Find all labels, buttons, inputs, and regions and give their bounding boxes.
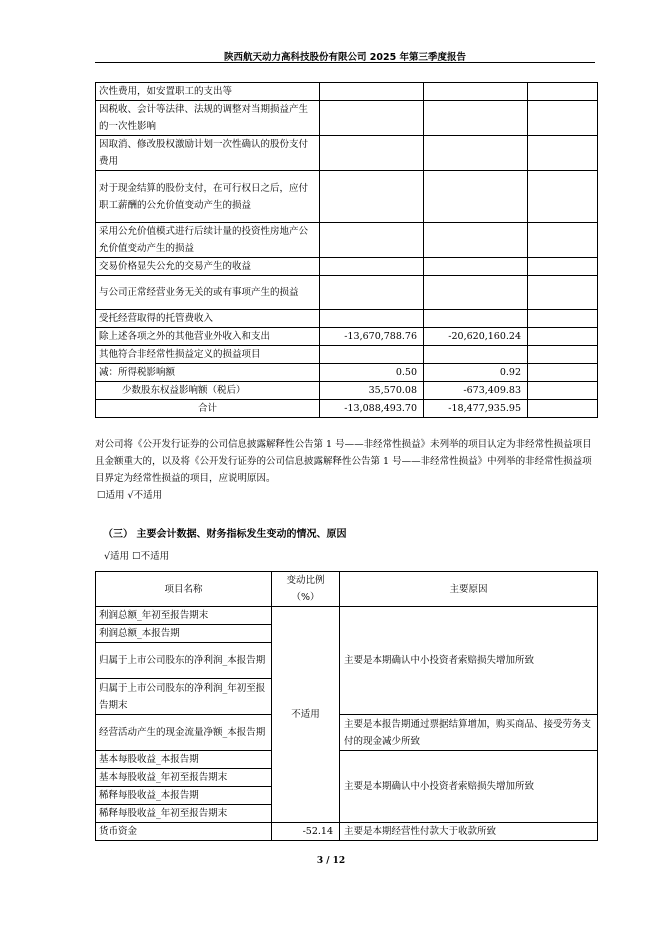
reason-cell: 主要是本期经营性付款大于收款所致 [340,823,598,841]
value-cell-c1: -13,088,493.70 [320,400,424,418]
ratio-na-cell: 不适用 [272,607,340,823]
table-row-item: 利润总额_年初至报告期末 [96,607,272,625]
value-cell-c1 [320,346,424,364]
table-row-item: 归属于上市公司股东的净利润_年初至报告期末 [96,679,272,715]
value-cell-c2 [424,346,528,364]
value-cell-c3 [528,258,598,276]
table-row [96,136,598,171]
value-cell-c3 [528,223,598,258]
reason-cell: 主要是本报告期通过票据结算增加，购买商品、接受劳务支付的现金减少所致 [340,715,598,751]
value-cell-c2: -20,620,160.24 [424,328,528,346]
value-cell-c2 [424,136,528,171]
header-rule [95,62,595,63]
ratio-value-cell: -52.14 [272,823,340,841]
value-cell-c1: -13,670,788.76 [320,328,424,346]
non-recurring-gains-table [95,82,598,418]
value-cell-c1 [320,276,424,310]
value-cell-c1 [320,223,424,258]
row-label: 其他符合非经常性损益定义的损益项目 [96,346,320,364]
table-row [96,400,598,418]
header-item-name: 项目名称 [96,572,272,607]
table-row [96,258,598,276]
reason-cell: 主要是本期确认中小投资者索赔损失增加所致 [340,607,598,715]
row-label: 采用公允价值模式进行后续计量的投资性房地产公允价值变动产生的损益 [96,223,320,258]
value-cell-c1 [320,101,424,136]
header-change-ratio [272,572,340,607]
value-cell-c3 [528,136,598,171]
value-cell-c2: -673,409.83 [424,382,528,400]
value-cell-c2 [424,310,528,328]
row-label: 因税收、会计等法律、法规的调整对当期损益产生的一次性影响 [96,101,320,136]
value-cell-c3 [528,171,598,223]
row-label: 交易价格显失公允的交易产生的收益 [96,258,320,276]
applicability-option-1: ☐适用 √不适用 [97,490,163,501]
value-cell-c3 [528,328,598,346]
table-row [96,364,598,382]
value-cell-c3 [528,310,598,328]
row-label: 对于现金结算的股份支付，在可行权日之后，应付职工薪酬的公允价值变动产生的损益 [96,171,320,223]
value-cell-c2 [424,171,528,223]
row-label: 次性费用，如安置职工的支出等 [96,83,320,101]
value-cell-c3 [528,382,598,400]
value-cell-c3 [528,83,598,101]
value-cell-c2 [424,258,528,276]
value-cell-c3 [528,364,598,382]
header-main-reason: 主要原因 [340,572,598,607]
applicability-option-2: √适用 ☐不适用 [104,551,170,562]
value-cell-c2: 0.92 [424,364,528,382]
table-row-item: 稀释每股收益_本报告期 [96,787,272,805]
header-ratio-line2: （%） [291,592,320,603]
row-label: 少数股东权益影响额（税后） [96,382,320,400]
page-header: 陕西航天动力高科技股份有限公司 2025 年第三季度报告 [223,52,467,63]
table-row [96,310,598,328]
table-row [96,382,598,400]
row-label: 受托经营取得的托管费收入 [96,310,320,328]
section-title: （三） 主要会计数据、财务指标发生变动的情况、原因 [103,529,347,540]
row-label: 合计 [96,400,320,418]
row-label: 因取消、修改股权激励计划一次性确认的股份支付费用 [96,136,320,171]
explanation-paragraph: 对公司将《公开发行证券的公司信息披露解释性公告第 1 号——非经常性损益》未列举的项目认定为非经常性损益项目且金额重大的，以及将《公开发行证券的公司信息披露解释性公告第 1 号——非经常性损益》中列举的非经常性损益项目界定为经常性损益的项目，应说明原因。 [95,439,592,484]
table-row-item: 基本每股收益_年初至报告期末 [96,769,272,787]
table-row-item: 经营活动产生的现金流量净额_本报告期 [96,715,272,751]
value-cell-c3 [528,276,598,310]
value-cell-c1: 35,570.08 [320,382,424,400]
row-label: 与公司正常经营业务无关的或有事项产生的损益 [96,276,320,310]
table-row [96,328,598,346]
value-cell-c2 [424,101,528,136]
table-row [96,101,598,136]
table-row [96,346,598,364]
value-cell-c3 [528,400,598,418]
value-cell-c2 [424,83,528,101]
row-label: 除上述各项之外的其他营业外收入和支出 [96,328,320,346]
value-cell-c1 [320,83,424,101]
page-number: 3 / 12 [316,856,346,866]
header-ratio-line1: 变动比例 [286,575,325,586]
table-row [96,83,598,101]
value-cell-c1 [320,310,424,328]
table-row-item: 基本每股收益_本报告期 [96,751,272,769]
value-cell-c2 [424,276,528,310]
table-row-item: 稀释每股收益_年初至报告期末 [96,805,272,823]
value-cell-c3 [528,346,598,364]
table-row-item: 货币资金 [96,823,272,841]
value-cell-c1: 0.50 [320,364,424,382]
row-label: 减：所得税影响额 [96,364,320,382]
table-row [96,171,598,223]
table-row-item: 利润总额_本报告期 [96,625,272,643]
value-cell-c1 [320,171,424,223]
value-cell-c2: -18,477,935.95 [424,400,528,418]
table-row-item: 归属于上市公司股东的净利润_本报告期 [96,643,272,679]
value-cell-c3 [528,101,598,136]
value-cell-c1 [320,136,424,171]
reason-cell: 主要是本期确认中小投资者索赔损失增加所致 [340,751,598,823]
value-cell-c1 [320,258,424,276]
change-reasons-table [95,571,598,841]
value-cell-c2 [424,223,528,258]
table-row [96,223,598,258]
table-row [96,276,598,310]
